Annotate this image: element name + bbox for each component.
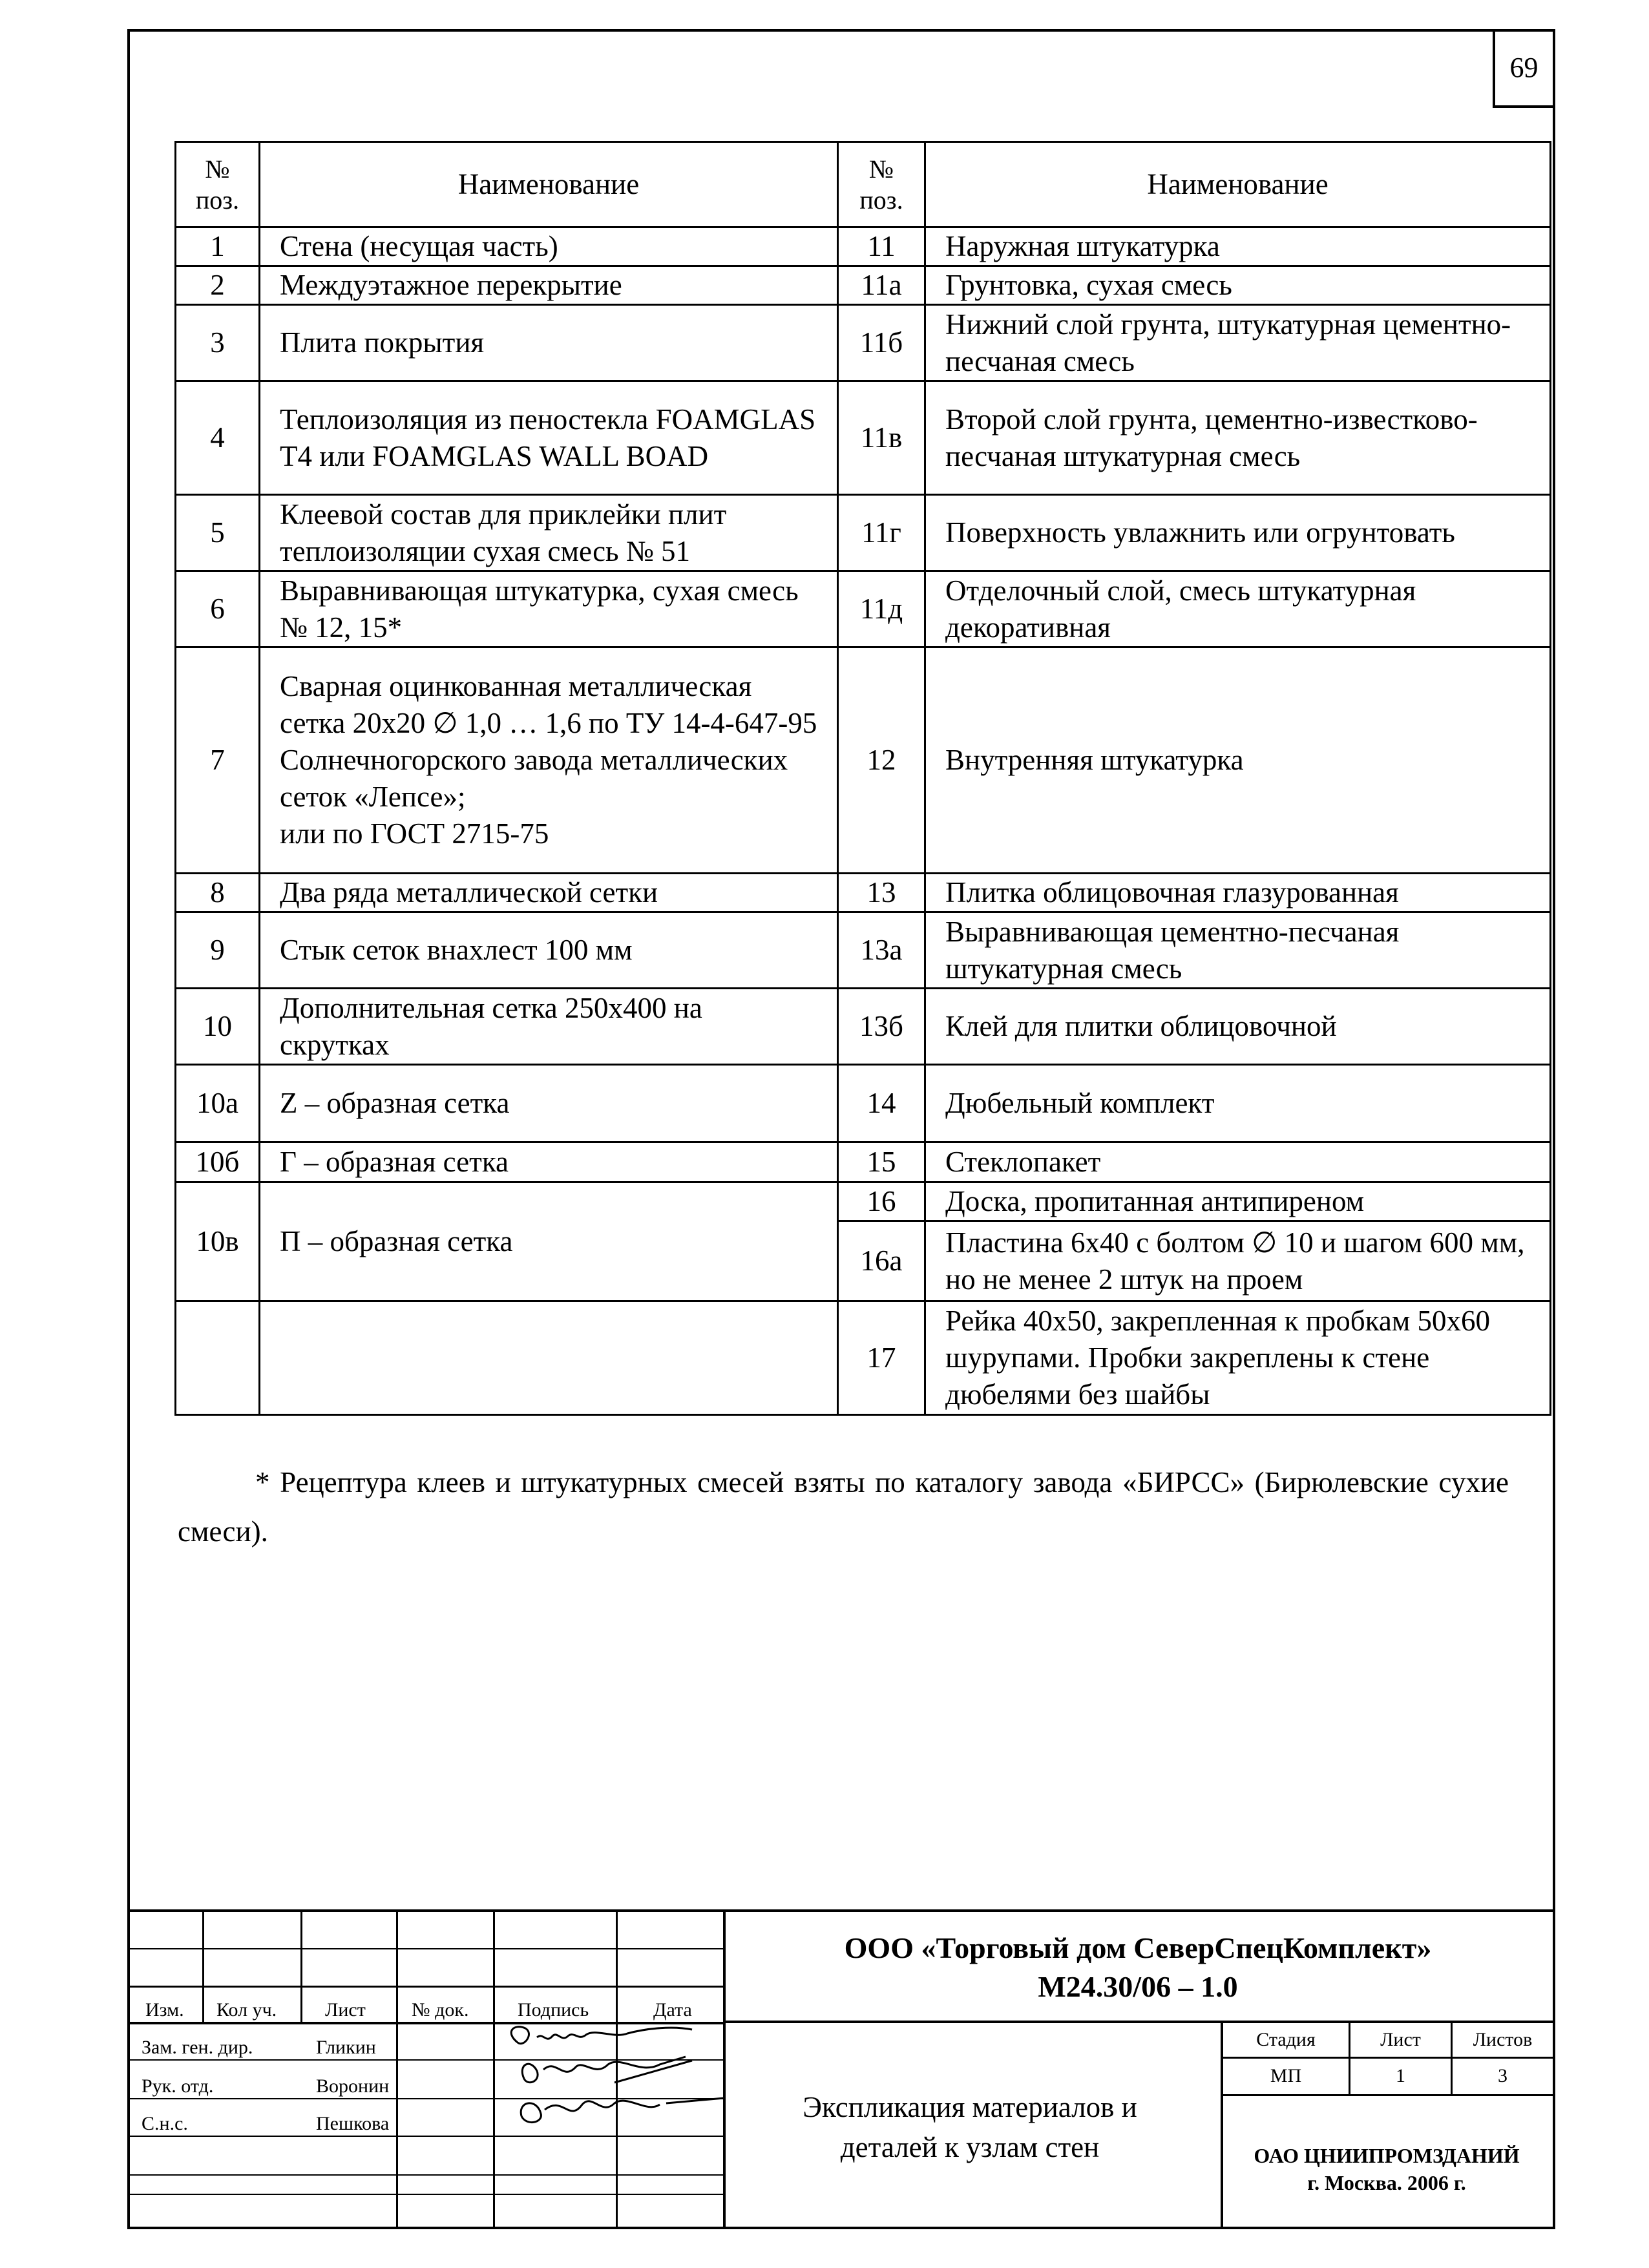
left-pos: 4 (176, 381, 260, 495)
right-pos: 11г (838, 495, 925, 571)
sheet-label: Лист (1380, 2029, 1421, 2050)
right-pos: 11д (838, 571, 925, 647)
right-pos: 16а (838, 1221, 925, 1301)
left-pos: 10а (176, 1065, 260, 1142)
left-name: Дополнительная сетка 250х400 на скрутках (260, 989, 838, 1065)
stage-label: Стадия (1256, 2029, 1316, 2050)
left-name (260, 1301, 838, 1415)
left-pos: 5 (176, 495, 260, 571)
company-title: ООО «Торговый дом СеверСпецКомплект» (844, 1931, 1432, 1964)
table-row (176, 227, 1551, 266)
left-name: Стена (несущая часть) (260, 227, 838, 266)
stamp-role: Рук. отд. (142, 2075, 214, 2097)
stamp-header-sign: Подпись (518, 1999, 589, 2021)
table-row (176, 1301, 1551, 1415)
organization-name: ОАО ЦНИИПРОМЗДАНИЙ (1254, 2144, 1520, 2167)
right-name: Нижний слой грунта, штукатурная цементно-песчаная смесь (925, 305, 1551, 381)
table-row (176, 381, 1551, 495)
right-pos: 13 (838, 874, 925, 912)
right-pos: 14 (838, 1065, 925, 1142)
sheets-label: Листов (1473, 2029, 1533, 2050)
left-pos: 3 (176, 305, 260, 381)
left-name: Междуэтажное перекрытие (260, 266, 838, 305)
right-pos: 11б (838, 305, 925, 381)
right-name: Рейка 40х50, закрепленная к пробкам 50х60 шурупами. Пробки закреплены к стене дюбелями без шайбы (925, 1301, 1551, 1415)
right-name: Поверхность увлажнить или огрунтовать (925, 495, 1551, 571)
table-row (176, 912, 1551, 989)
left-pos: 2 (176, 266, 260, 305)
footnote: * Рецептура клеев и штукатурных смесей взяты по каталогу завода «БИРСС» (Бирюлевские сухие смеси). (178, 1466, 1509, 1548)
title-block (130, 1909, 1553, 2227)
table-row (176, 647, 1551, 874)
right-pos: 11в (838, 381, 925, 495)
col-header-name-left: Наименование (260, 142, 838, 227)
stamp-header-list: Лист (325, 1999, 366, 2021)
col-header-num-right: № поз. (838, 142, 925, 227)
right-name: Стеклопакет (925, 1142, 1551, 1182)
table-row (176, 1065, 1551, 1142)
table-row (176, 266, 1551, 305)
left-name: Плита покрытия (260, 305, 838, 381)
left-pos: 10в (176, 1182, 260, 1301)
stage-value: МП (1270, 2065, 1302, 2086)
sheets-value: 3 (1498, 2065, 1507, 2086)
right-name: Выравнивающая цементно-песчаная штукатурная смесь (925, 912, 1551, 989)
handwritten-signature (498, 2019, 731, 2142)
right-pos: 15 (838, 1142, 925, 1182)
left-name: Стык сеток внахлест 100 мм (260, 912, 838, 989)
stamp-header-izm: Изм. (145, 1999, 184, 2021)
materials-table (174, 141, 1551, 1416)
left-pos (176, 1301, 260, 1415)
left-name: Сварная оцинкованная металлическая сетка 20х20 ∅ 1,0 … 1,6 по ТУ 14-4-647-95 Солнечногорского завода металлических сеток «Лепсе»; или по ГОСТ 2715-75 (260, 647, 838, 874)
left-pos: 9 (176, 912, 260, 989)
right-name: Клей для плитки облицовочной (925, 989, 1551, 1065)
stamp-person: Гликин (316, 2037, 376, 2058)
left-name: Г – образная сетка (260, 1142, 838, 1182)
table-row (176, 305, 1551, 381)
table-header-row (176, 142, 1551, 227)
right-pos: 13а (838, 912, 925, 989)
stamp-person: Воронин (316, 2075, 390, 2097)
stamp-header-date: Дата (653, 1999, 692, 2021)
organization-city: г. Москва. 2006 г. (1307, 2171, 1466, 2194)
right-pos: 11а (838, 266, 925, 305)
table-row (176, 571, 1551, 647)
company-name (724, 1929, 1551, 2006)
col-header-name-right: Наименование (925, 142, 1551, 227)
stamp-role: Зам. ген. дир. (142, 2037, 253, 2058)
left-pos: 7 (176, 647, 260, 874)
table-row (176, 1182, 1551, 1221)
left-name: Теплоизоляция из пеностекла FOAMGLAS T4 или FOAMGLAS WALL BOAD (260, 381, 838, 495)
right-pos: 11 (838, 227, 925, 266)
organization (1222, 2142, 1551, 2196)
right-name: Доска, пропитанная антипиреном (925, 1182, 1551, 1221)
table-row (176, 989, 1551, 1065)
left-pos: 6 (176, 571, 260, 647)
right-name: Пластина 6х40 с болтом ∅ 10 и шагом 600 мм, но не менее 2 штук на проем (925, 1221, 1551, 1301)
document-code: М24.30/06 – 1.0 (1038, 1970, 1238, 2003)
table-row (176, 874, 1551, 912)
left-pos: 8 (176, 874, 260, 912)
stamp-person: Пешкова (316, 2113, 390, 2134)
right-name: Внутренняя штукатурка (925, 647, 1551, 874)
left-pos: 1 (176, 227, 260, 266)
table-row (176, 495, 1551, 571)
left-pos: 10 (176, 989, 260, 1065)
stamp-header-kol: Кол уч. (216, 1999, 277, 2021)
right-name: Наружная штукатурка (925, 227, 1551, 266)
right-pos: 16 (838, 1182, 925, 1221)
left-name: Клеевой состав для приклейки плит теплоизоляции сухая смесь № 51 (260, 495, 838, 571)
right-name: Плитка облицовочная глазурованная (925, 874, 1551, 912)
col-header-num-left: № поз. (176, 142, 260, 227)
right-pos: 12 (838, 647, 925, 874)
stamp-role: С.н.с. (142, 2113, 188, 2134)
document-title: Экспликация материалов и деталей к узлам стен (803, 2091, 1137, 2163)
page-number: 69 (1493, 29, 1555, 108)
right-name: Грунтовка, сухая смесь (925, 266, 1551, 305)
left-pos: 10б (176, 1142, 260, 1182)
sheet-value: 1 (1396, 2065, 1405, 2086)
right-pos: 13б (838, 989, 925, 1065)
left-name: Z – образная сетка (260, 1065, 838, 1142)
left-name: П – образная сетка (260, 1182, 838, 1301)
stamp-header-doc: № док. (412, 1999, 469, 2021)
table-row (176, 1142, 1551, 1182)
right-name: Второй слой грунта, цементно-известково-песчаная штукатурная смесь (925, 381, 1551, 495)
left-name: Два ряда металлической сетки (260, 874, 838, 912)
right-name: Отделочный слой, смесь штукатурная декоративная (925, 571, 1551, 647)
left-name: Выравнивающая штукатурка, сухая смесь № 12, 15* (260, 571, 838, 647)
right-pos: 17 (838, 1301, 925, 1415)
right-name: Дюбельный комплект (925, 1065, 1551, 1142)
